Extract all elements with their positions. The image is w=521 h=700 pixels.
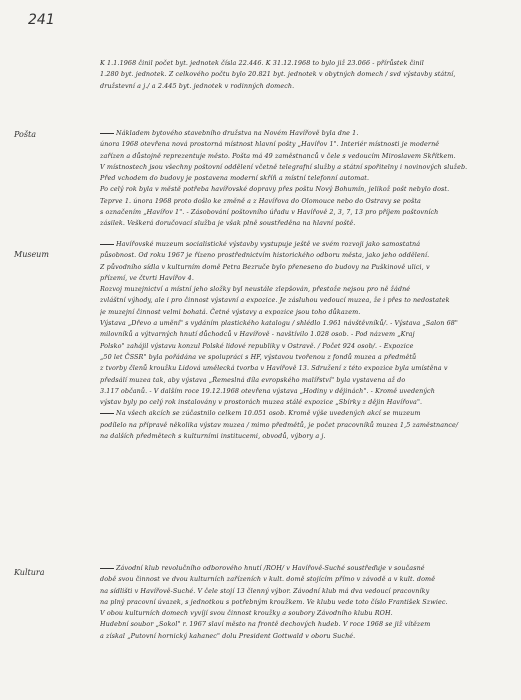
text-line: Na všech akcích se zúčastnilo celkem 10.051 osob. Kromě výše uvedených akcí se muzeum [100, 408, 510, 419]
text-line: Rozvoj muzejnictví a místní jeho složky byl neustále zlepšován, přestože nejsou pro ně žádné [100, 285, 411, 294]
page-number: 241 [28, 12, 55, 28]
posta-section [100, 128, 510, 230]
muzeum-section [100, 239, 510, 442]
text-line: února 1968 otevřena nová prostorná místnost hlavní pošty „Havířov 1". Interiér místnosti je moderně [100, 140, 440, 149]
text-line: zásilek. Veškerá doručovací služba je však plně soustředěna na hlavní poště. [100, 219, 356, 228]
margin-label-posta: Pošta [14, 130, 36, 139]
text-line: výstav byly po celý rok instalovány v prostorách muzea stálé expozice „Sbírky z dějin Havířova". [100, 398, 423, 407]
rule-mark [100, 568, 114, 569]
text-line: K 1.1.1968 činil počet byt. jednotek čísla 22.446. K 31.12.1968 to bylo již 23.066 - přírůstek činil [100, 59, 424, 67]
text-line: Teprve 1. února 1968 proto došlo ke změně a z Havířova do Olomouce nebo do Ostravy se pošta [100, 196, 421, 205]
text-line: Polsko" zahájil výstavu konzul Polské lidové republiky v Ostravě. / Počet 924 osob/. - Expozice [100, 341, 414, 350]
text-line: Po celý rok byla v městě potřeba havířovské dopravy přes poštu Nový Bohumín, jelikož pošt nebylo dost. [100, 185, 450, 194]
text-line: 3.117 občanů. - V dalším roce 19.12.1968 otevřena výstava „Hodiny v dějinách". - Kromě uvedených [100, 386, 435, 395]
text-line: milovníků a výtvarných hnutí důchodců v Havířově - navštívilo 1.028 osob. - Pod názvem „Kraj [100, 330, 415, 339]
text-line: z tvorby členů kroužku Lidová umělecká tvorba v Havířově 13. Sdružení z této expozice byla umístěna v [100, 364, 448, 373]
text-line: podílelo na přípravě několika výstav muzea / mimo předmětů, je počet pracovníků muzea 1,5 zaměstnance/ [100, 420, 459, 429]
text-line: zařízen a důstojně reprezentuje město. Pošta má 49 zaměstnanců v čele s vedoucím Miroslavem Skřítkem. [100, 151, 456, 160]
kultura-section [100, 563, 510, 642]
text-line: na dalších předmětech s kulturními institucemi, obvodů, výbory a j. [100, 432, 326, 441]
rule-mark [100, 244, 114, 245]
text-line: V obou kulturních domech vyvíjí svou činnost kroužky a soubory Závodního klubu ROH. [100, 609, 393, 618]
text-line: zvláštní výhody, ale i pro činnost výstavní a expozice. Je zásluhou vedoucí muzea, že i přes to nedostatek [100, 296, 450, 305]
text-line: na plný pracovní úvazek, s jednotkou s potřebným kroužkem. Ve klubu vede toto číslo František Szwiec. [100, 597, 448, 606]
text-line: Hudební soubor „Sokol" r. 1967 slaví město na frontě dechových hudeb. V roce 1968 se již vítězem [100, 620, 431, 629]
text-line: působnost. Od roku 1967 je řízeno prostřednictvím historického odboru města, jako jeho oddělení. [100, 251, 430, 260]
text-line: Před vchodem do budovy je postavena moderní skříň a místní telefonní automat. [100, 174, 370, 183]
text-line: 1.280 byt. jednotek. Z celkového počtu bylo 20.821 byt. jednotek v obytných domech / svd výstavby státní, [100, 70, 456, 79]
text-line: družstevní a j./ a 2.445 byt. jednotek v rodinných domech. [100, 81, 295, 90]
text-line: Výstava „Dřevo a umění" s vydáním plastického katalogu / shlédlo 1.961 návštěvníků/. - Výstava „Salon 68" [100, 319, 458, 328]
rule-mark [100, 413, 114, 414]
text-line: „50 let ČSSR" byla pořádána ve spolupráci s HF, výstavou tvořenou z fondů muzea a předmětů [100, 352, 417, 361]
margin-label-muzeum: Museum [14, 250, 49, 259]
text-line: a získal „Putovní hornický kahanec" dolu President Gottwald v oboru Suché. [100, 631, 356, 640]
text-line: Havířovské muzeum socialistické výstavby vystupuje ještě ve svém rozvoji jako samostatná [100, 239, 510, 250]
text-line: Nákladem bytového stavebního družstva na Novém Havířově byla dne 1. [100, 128, 510, 139]
text-line: V místnostech jsou všechny poštovní oddělení včetně telegrafní služby a státní spořitelny i novinových služeb. [100, 162, 468, 171]
text-line: předsálí muzea tak, aby výstava „Řemeslná díla evropského malířství" byla vystavena až do [100, 375, 406, 384]
rule-mark [100, 133, 114, 134]
text-line: přízemí, ve čtvrti Havířov 4. [100, 273, 194, 282]
text-line: je muzejní činnost velmi bohatá. Četné výstavy a expozice jsou toho důkazem. [100, 307, 361, 316]
text-line: na sídlišti v Havířově-Suché. V čele stojí 13 členný výbor. Závodní klub má dva vedoucí pracovníky [100, 586, 430, 595]
text-line: Závodní klub revolučního odborového hnutí /ROH/ v Havířově-Suché soustřeďuje v současné [100, 563, 510, 574]
text-line: s označením „Havířov 1". - Zásobování poštovního úřadu v Havířově 2, 3, 7, 13 pro příjem poštovních [100, 208, 439, 217]
margin-label-kultura: Kultura [14, 568, 45, 577]
text-line: době svou činnost ve dvou kulturních zařízeních v kult. domě stojícím přímo v závodě a v kult. domě [100, 575, 436, 584]
intro-paragraph [100, 58, 510, 92]
text-line: Z původního sídla v kulturním domě Petra Bezruče bylo přeneseno do budovy na Puškinově ulici, v [100, 262, 430, 271]
